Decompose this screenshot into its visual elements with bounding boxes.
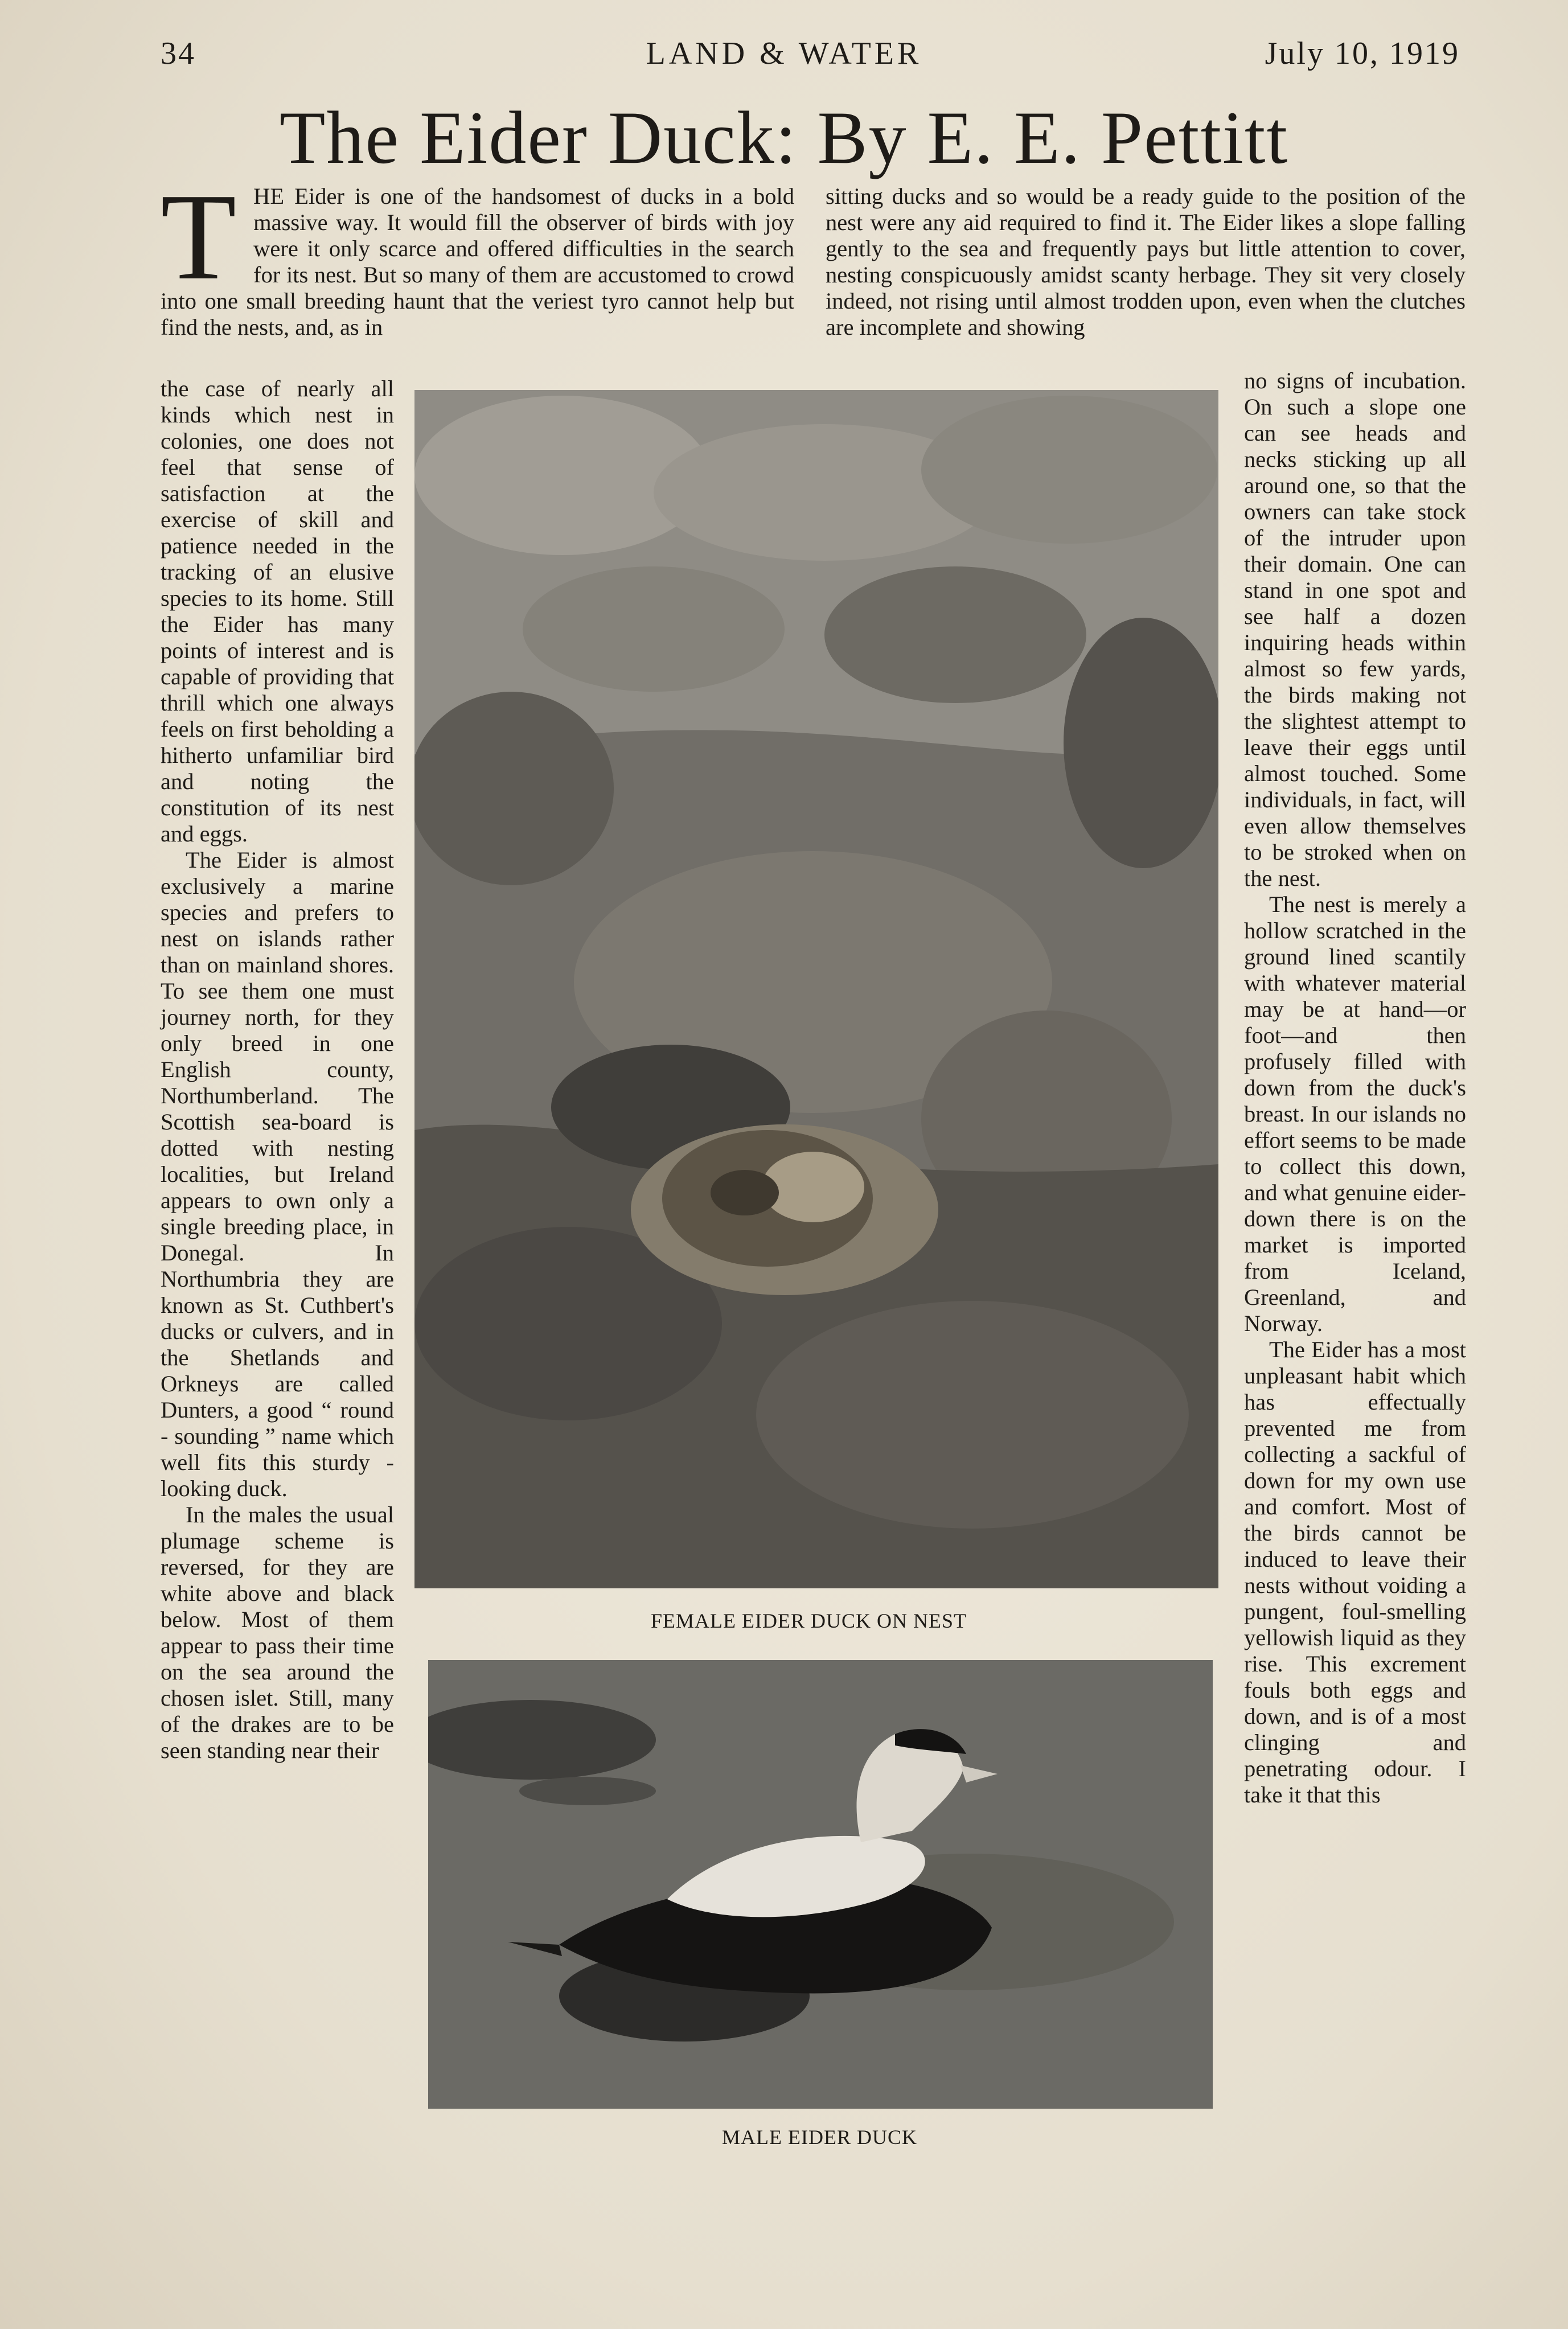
drake-on-water-image	[428, 1660, 1213, 2109]
drop-cap: T	[161, 169, 237, 306]
nest-scene-image	[414, 390, 1218, 1588]
photo-caption: MALE EIDER DUCK	[722, 2126, 917, 2149]
publication-name: LAND & WATER	[646, 36, 922, 71]
photo-caption: FEMALE EIDER DUCK ON NEST	[651, 1609, 967, 1632]
article-title: The Eider Duck: By E. E. Pettitt	[279, 96, 1289, 179]
page-number: 34	[161, 36, 196, 71]
left-column	[161, 376, 394, 1764]
intro-paragraph	[161, 169, 794, 340]
male-eider-photo	[428, 1660, 1213, 2109]
paragraph: the case of nearly all kinds which nest in colonies, one does not feel that sense of satisfaction at the exercise of skill and patience needed in the tracking of an elusive species to its home. Still the Eider has many points of interest and is capable of providing that thrill which one always feels on first beholding a hitherto unfamiliar bird and noting the constitution of its nest and eggs.	[161, 376, 394, 847]
issue-date: July 10, 1919	[1265, 36, 1460, 71]
female-eider-photo	[414, 390, 1218, 1588]
intro-text: HE Eider is one of the handsomest of ducks in a bold massive way. It would fill the observer of birds with joy were it only scarce and offered difficulties in the search for its nest. But so many of them are accustomed to crowd into one small breeding haunt that the veriest tyro cannot help but find the nests, and, as in	[161, 183, 794, 340]
paragraph: The Eider has a most unpleasant habit which has effectually prevented me from collecting a sackful of down for my own use and comfort. Most of the birds cannot be induced to leave their nests without voiding a pungent, foul-smelling yellowish liquid as they rise. This excrement fouls both eggs and down, and is of a most clinging and penetrating odour. I take it that this	[1244, 1337, 1466, 1808]
paragraph: In the males the usual plumage scheme is reversed, for they are white above and black below. Most of them appear to pass their time on the sea around the chosen islet. Still, many of the drakes are to be seen standing near their	[161, 1502, 394, 1763]
paragraph: no signs of incubation. On such a slope one can see heads and necks sticking up all around one, so that the owners can take stock of the intruder upon their domain. One can stand in one spot and see half a dozen inquiring heads within almost so few yards, the birds making not the slightest attempt to leave their eggs until almost touched. Some individuals, in fact, will even allow themselves to be stroked when on the nest.	[1244, 368, 1466, 891]
right-top-paragraph: sitting ducks and so would be a ready guide to the position of the nest were any aid required to find it. The Eider likes a slope falling gently to the sea and frequently pays but little attention to cover, nesting conspicuously amidst scanty herbage. They sit very closely indeed, not rising until almost trodden upon, even when the clutches are incomplete and showing	[826, 183, 1466, 340]
right-column	[1244, 368, 1466, 1808]
paragraph: The nest is merely a hollow scratched in the ground lined scantily with whatever material may be at hand—or foot—and then profusely filled with down from the duck's breast. In our islands no effort seems to be made to collect this down, and what genuine eider-down there is on the market is imported from Iceland, Greenland, and Norway.	[1244, 892, 1466, 1336]
paragraph: The Eider is almost exclusively a marine species and prefers to nest on islands rather than on mainland shores. To see them one must journey north, for they only breed in one English county, Northumberland. The Scottish sea-board is dotted with nesting localities, but Ireland appears to own only a single breeding place, in Donegal. In Northumbria they are known as St. Cuthbert's ducks or culvers, and in the Shetlands and Orkneys are called Dunters, a good “ round - sounding ” name which well fits this sturdy - looking duck.	[161, 847, 394, 1501]
